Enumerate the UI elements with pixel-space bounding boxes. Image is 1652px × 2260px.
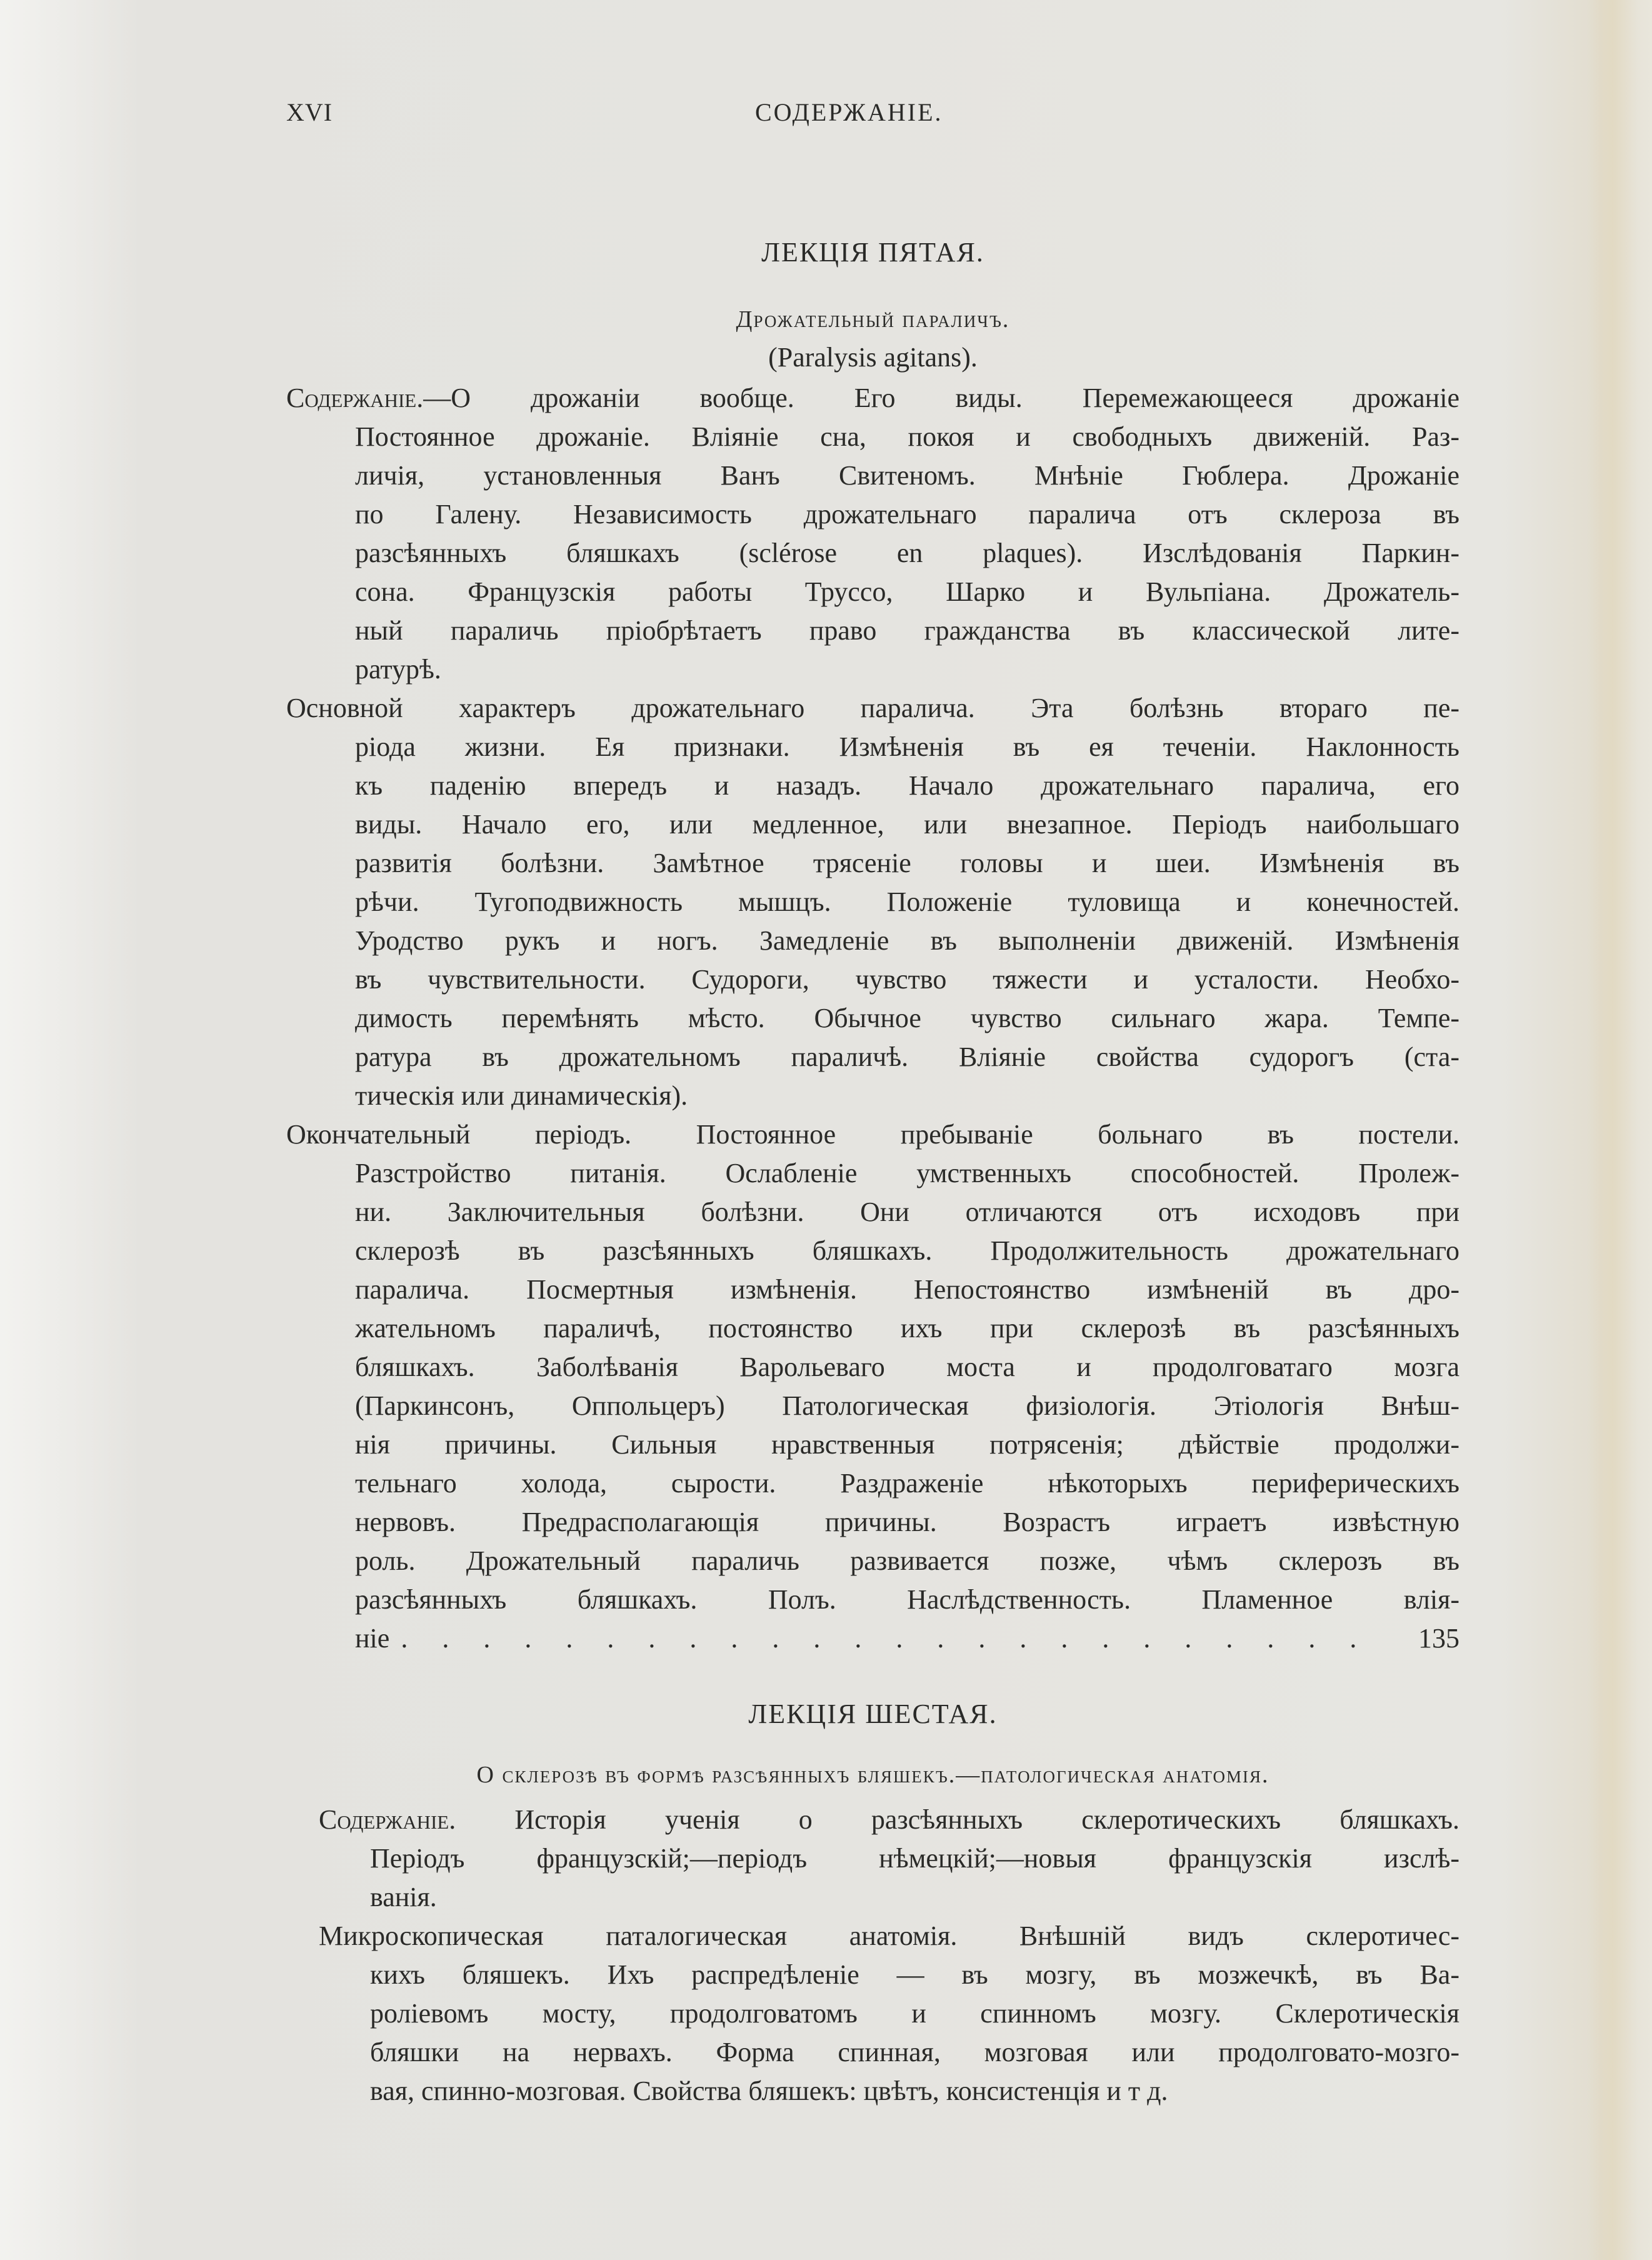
running-title: СОДЕРЖАНІЕ. [755, 98, 943, 126]
text-line [319, 1800, 1459, 1839]
gutter-shadow [0, 0, 144, 2260]
lecture-5-para-2-cont [286, 728, 1459, 1115]
text-line: Постоянное дрожаніе. Вліяніе сна, покоя и свободныхъ движеній. Раз- [355, 421, 1459, 452]
text-line: Разстройство питанія. Ослабленіе умственныхъ способностей. Пролеж- [355, 1158, 1459, 1188]
text-line: Микроскопическая паталогическая анатомія. Внѣшній видъ склеротичес- [319, 1921, 1459, 1951]
lecture-5-para-3-lines [355, 1154, 1459, 1619]
lecture-6-contents-para-1-cont [319, 1839, 1459, 1917]
text-line: по Галену. Независимость дрожательнаго паралича отъ склероза въ [355, 499, 1459, 530]
text-line: разсѣянныхъ бляшкахъ (sclérose en plaques). Изслѣдованія Паркин- [355, 538, 1459, 568]
text-line: ный параличь пріобрѣтаетъ право гражданства въ классической лите- [355, 615, 1459, 646]
lecture-6-contents-para-1 [286, 1800, 1459, 1917]
lecture-5-latin: (Paralysis agitans). [768, 342, 978, 373]
text-line: бляшки на нервахъ. Форма спинная, мозговая или продолговато-мозго- [370, 2037, 1459, 2067]
lecture-6-para-2-cont [319, 1956, 1459, 2111]
text-line: ванія. [370, 1882, 437, 1912]
text-line: Уродство рукъ и ногъ. Замедленіе въ выполненіи движеній. Измѣненія [355, 925, 1459, 956]
text-line: развитія болѣзни. Замѣтное трясеніе головы и шеи. Измѣненія въ [355, 848, 1459, 878]
lecture-5-contents-para-1-cont [286, 418, 1459, 689]
toc-entry-last-line [355, 1619, 1459, 1658]
text-line: виды. Начало его, или медленное, или внезапное. Періодъ наибольшаго [355, 809, 1459, 840]
text-line: тическія или динамическія). [355, 1080, 688, 1111]
text-line: кихъ бляшекъ. Ихъ распредѣленіе — въ мозгу, въ мозжечкѣ, въ Ва- [370, 1959, 1459, 1990]
contents-label: Содержаніе. [319, 1804, 456, 1835]
lecture-5-para-3 [286, 1115, 1459, 1658]
lecture-5-subtitle: Дрожательный параличъ. [736, 306, 1010, 333]
text-line: склерозѣ въ разсѣянныхъ бляшкахъ. Продолжительность дрожательнаго [355, 1235, 1459, 1266]
text-line: Періодъ французскій;—періодъ нѣмецкій;—новыя французскія изслѣ- [370, 1843, 1459, 1874]
text-line: нія причины. Сильныя нравственныя потрясенія; дѣйствіе продолжи- [355, 1429, 1459, 1460]
lecture-5-para-2 [286, 689, 1459, 1115]
text-line: ни. Заключительныя болѣзни. Они отличаются отъ исходовъ при [355, 1197, 1459, 1227]
text-column [286, 94, 1459, 2111]
text-line: рѣчи. Тугоподвижность мышцъ. Положеніе туловища и конечностей. [355, 886, 1459, 917]
lecture-6-subtitle: О склерозѣ въ формѣ разсѣянныхъ бляшекъ.—патологическая анатомія. [476, 1762, 1269, 1788]
text-line: (Паркинсонъ, Оппольцеръ) Патологическая физіологія. Этіологія Внѣш- [355, 1390, 1459, 1421]
text-line: паралича. Посмертныя измѣненія. Непостоянство измѣненій въ дро- [355, 1274, 1459, 1305]
text-line-content: Исторія ученія о разсѣянныхъ склеротическихъ бляшкахъ. [456, 1804, 1459, 1835]
paper-stain [1588, 0, 1638, 2260]
text-line: разсѣянныхъ бляшкахъ. Полъ. Наслѣдственность. Пламенное влія- [355, 1584, 1459, 1615]
lecture-6-title: ЛЕКЦІЯ ШЕСТАЯ. [748, 1699, 998, 1729]
page-folio: XVI [286, 98, 333, 126]
contents-label: Содержаніе. [286, 383, 424, 413]
text-line: ратурѣ. [355, 654, 441, 685]
text-line: вая, спинно-мозговая. Свойства бляшекъ: цвѣтъ, консистенція и т д. [370, 2076, 1168, 2106]
text-line [286, 379, 1459, 418]
text-line: ріода жизни. Ея признаки. Измѣненія въ ея теченіи. Наклонность [355, 731, 1459, 762]
text-line-content: —О дрожаніи вообще. Его виды. Перемежающееся дрожаніе [423, 383, 1459, 413]
text-line: жательномъ параличѣ, постоянство ихъ при склерозѣ въ разсѣянныхъ [355, 1313, 1459, 1343]
text-line: къ паденію впередъ и назадъ. Начало дрожательнаго паралича, его [355, 770, 1459, 801]
text-line: личія, установленныя Ванъ Свитеномъ. Мнѣніе Гюблера. Дрожаніе [355, 460, 1459, 491]
lecture-5-para-3-cont [286, 1154, 1459, 1658]
lecture-6-para-2 [286, 1917, 1459, 2111]
text-line: нервовъ. Предрасполагающія причины. Возрастъ играетъ извѣстную [355, 1507, 1459, 1537]
lecture-5-title: ЛЕКЦІЯ ПЯТАЯ. [761, 237, 984, 268]
text-line: ратура въ дрожательномъ параличѣ. Вліяніе свойства судорогъ (ста- [355, 1042, 1459, 1072]
text-line: тельнаго холода, сырости. Раздраженіе нѣкоторыхъ периферическихъ [355, 1468, 1459, 1499]
dot-leader: . . . . . . . . . . . . . . . . . . . . . . . . [401, 1623, 1371, 1654]
running-head [286, 94, 1459, 134]
text-line: сона. Французскія работы Труссо, Шарко и Вульпіана. Дрожатель- [355, 576, 1459, 607]
lecture-5-contents-para-1 [286, 379, 1459, 689]
text-line: бляшкахъ. Заболѣванія Варольеваго моста и продолговатаго мозга [355, 1352, 1459, 1382]
page-number[interactable]: 135 [1418, 1623, 1459, 1654]
text-line: димость перемѣнять мѣсто. Обычное чувство сильнаго жара. Темпе- [355, 1003, 1459, 1033]
last-word: ніе [355, 1623, 390, 1654]
text-line: Окончательный періодъ. Постоянное пребываніе больнаго въ постели. [286, 1119, 1459, 1150]
text-line: Основной характеръ дрожательнаго паралича. Эта болѣзнь втораго пе- [286, 693, 1459, 723]
text-line: роліевомъ мосту, продолговатомъ и спинномъ мозгу. Склеротическія [370, 1998, 1459, 2029]
text-line: въ чувствительности. Судороги, чувство тяжести и усталости. Необхо- [355, 964, 1459, 995]
text-line: роль. Дрожательный параличь развивается позже, чѣмъ склерозъ въ [355, 1545, 1459, 1576]
